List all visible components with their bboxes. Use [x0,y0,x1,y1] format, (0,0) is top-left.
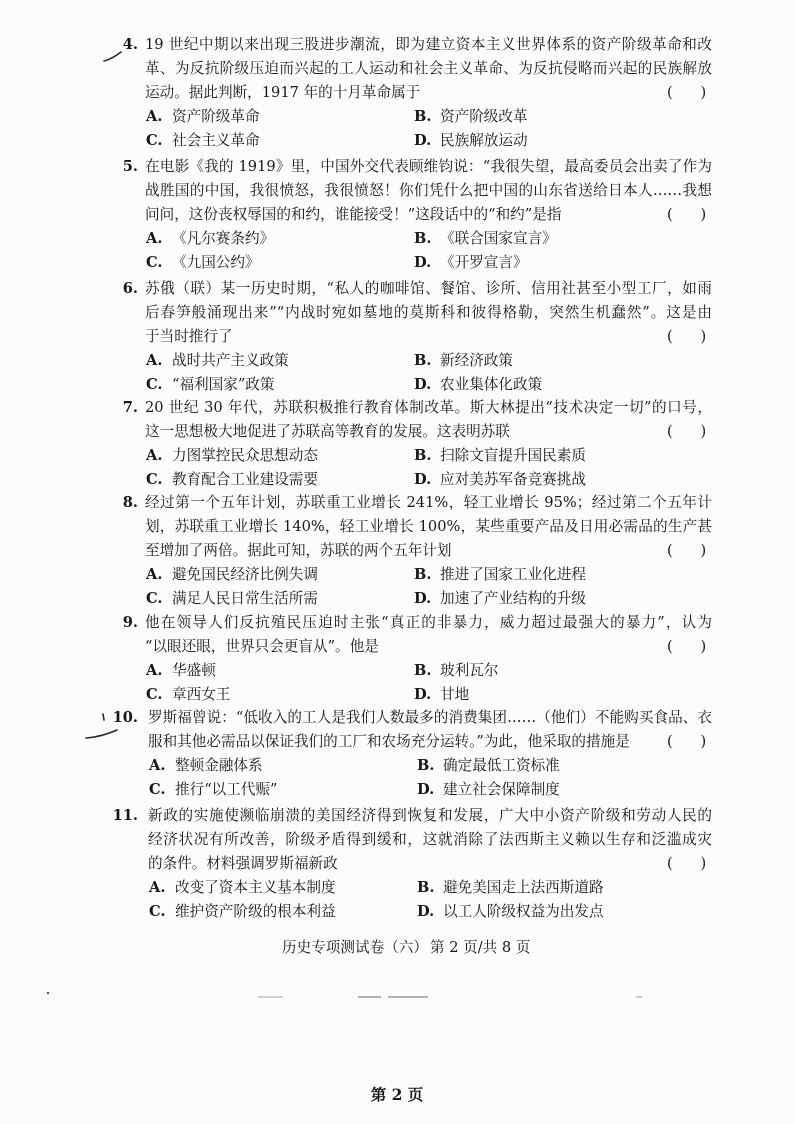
page-number-label: 第 2 页 [370,1085,424,1104]
answer-blank: ( ) [667,542,707,559]
option-c [149,900,336,924]
question-number: 5. [122,158,138,175]
question-number: 6. [122,280,138,297]
option-c [149,778,278,802]
footer-page-info: 第 2 页/共 8 页 [430,939,531,956]
question-7-line-1: 20 世纪 30 年代，苏联积极推行教育体制改革。斯大林提出“技术决定一切”的口号， [145,399,712,416]
question-number: 8. [122,494,138,511]
option-letter: B. [417,879,435,896]
option-letter: C. [146,686,163,703]
option-text: 避免美国走上法西斯道路 [443,879,604,896]
option-c [146,129,260,153]
options-row [145,444,712,468]
option-letter: A. [146,566,163,583]
answer-blank: ( ) [667,855,707,872]
footer-title: 历史专项测试卷（六） [282,939,428,956]
option-letter: D. [414,376,432,393]
option-letter: B. [414,662,432,679]
option-text: 改变了资本主义基本制度 [175,879,336,896]
question-9-line-2 [145,635,712,659]
option-c [146,373,275,397]
option-text: 农业集体化政策 [440,376,543,393]
option-c [146,683,230,707]
option-text: 《联合国家宣言》 [440,230,557,247]
question-4-line-1: 19 世纪中期以来出现三股进步潮流，即为建立资本主义世界体系的资产阶级革命和改 [145,36,712,53]
option-text: 新经济政策 [440,352,513,369]
question-4 [0,33,794,153]
option-text: 推进了国家工业化进程 [440,566,586,583]
option-letter: D. [417,781,435,798]
question-11-line-1: 新政的实施使濒临崩溃的美国经济得到恢复和发展，广大中小资产阶级和劳动人民的 [148,807,712,824]
option-text: 战时共产主义政策 [172,352,289,369]
option-a [146,105,260,129]
option-letter: D. [414,471,432,488]
option-letter: C. [146,132,163,149]
option-a [146,227,274,251]
option-text: 满足人民日常生活所需 [172,590,318,607]
option-c [146,251,260,275]
option-b [414,227,557,251]
option-text: 建立社会保障制度 [443,781,560,798]
option-b [414,349,513,373]
option-d [414,251,528,275]
option-text: 华盛顿 [172,662,216,679]
options-row [148,900,712,924]
option-letter: C. [146,254,163,271]
option-d [414,373,542,397]
option-text: 整顿金融体系 [175,757,263,774]
option-text: 《开罗宣言》 [440,254,528,271]
question-number: 4. [122,36,138,53]
option-text: 玻利瓦尔 [440,662,499,679]
options-row [145,683,712,707]
option-text: 资产阶级改革 [440,108,528,125]
options-row [148,876,712,900]
option-b [414,659,498,683]
option-letter: D. [417,903,435,920]
option-text: 力图掌控民众思想动态 [172,447,318,464]
options-row [145,251,712,275]
option-text: 章西女王 [172,686,231,703]
option-letter: B. [414,447,432,464]
option-text: 维护资产阶级的根本利益 [175,903,336,920]
option-letter: D. [414,254,432,271]
question-6-line-3 [145,325,712,349]
question-5-line-1: 在电影《我的 1919》里，中国外交代表顾维钧说：“我很失望，最高委员会出卖了作为 [145,158,712,175]
question-10-line-2-text: 服和其他必需品以保证我们的工厂和农场充分运转。”为此，他采取的措施是 [148,733,630,750]
option-b [417,876,604,900]
question-5-line-3-text: 问问，这份丧权辱国的和约，谁能接受！”这段话中的“和约”是指 [145,206,562,223]
option-d [417,900,604,924]
question-4-line-3-text: 运动。据此判断，1917 年的十月革命属于 [145,84,421,101]
option-text: 教育配合工业建设需要 [172,471,318,488]
option-letter: B. [414,230,432,247]
option-b [414,563,586,587]
option-text: 推行“以工代赈” [175,781,278,798]
option-d [414,587,586,611]
option-b [414,105,528,129]
question-11-line-3-text: 的条件。材料强调罗斯福新政 [148,855,338,872]
question-10-line-2 [148,730,712,754]
option-letter: A. [146,447,163,464]
option-text: “福利国家”政策 [172,376,275,393]
options-row [145,587,712,611]
option-letter: C. [149,903,166,920]
question-7-line-2-text: 这一思想极大地促进了苏联高等教育的发展。这表明苏联 [145,423,510,440]
options-row [145,129,712,153]
option-d [414,468,586,492]
question-5-line-3 [145,203,712,227]
question-10-line-1: 罗斯福曾说：“低收入的工人是我们人数最多的消费集团……（他们）不能购买食品、衣 [148,709,712,726]
answer-blank: ( ) [667,84,707,101]
option-letter: B. [414,108,432,125]
option-letter: A. [146,352,163,369]
question-8-line-3 [145,539,712,563]
question-10 [0,706,794,802]
answer-blank: ( ) [667,423,707,440]
question-6-line-3-text: 于当时推行了 [145,328,233,345]
option-letter: C. [146,471,163,488]
option-a [146,349,289,373]
option-d [417,778,560,802]
question-4-line-3 [145,81,712,105]
options-row [145,563,712,587]
option-c [146,468,318,492]
option-text: 加速了产业结构的升级 [440,590,586,607]
question-11-line-2: 经济状况有所改善，阶级矛盾得到缓和，这就消除了法西斯主义赖以生存和泛滥成灾 [148,831,712,848]
answer-blank: ( ) [667,733,707,750]
question-7 [0,396,794,492]
option-letter: A. [149,879,166,896]
scan-dust-dot [47,992,49,994]
option-text: 以工人阶级权益为出发点 [443,903,604,920]
question-6 [0,277,794,397]
option-letter: B. [414,352,432,369]
option-a [149,754,263,778]
options-row [145,227,712,251]
answer-blank: ( ) [667,328,707,345]
question-number: 7. [122,399,138,416]
page-footer [0,936,794,960]
option-b [417,754,560,778]
option-a [146,659,216,683]
option-text: 资产阶级革命 [172,108,260,125]
question-number: 11. [112,807,138,824]
answer-blank: ( ) [667,206,707,223]
option-d [414,683,469,707]
option-letter: B. [417,757,435,774]
option-text: 《凡尔赛条约》 [172,230,275,247]
question-number: 10. [112,709,138,726]
option-letter: B. [414,566,432,583]
question-5-line-2: 战胜国的中国，我很愤怒，我很愤怒！你们凭什么把中国的山东省送给日本人……我想 [145,182,712,199]
option-letter: A. [146,230,163,247]
option-a [146,444,318,468]
question-8-line-3-text: 至增加了两倍。据此可知，苏联的两个五年计划 [145,542,452,559]
options-row [148,754,712,778]
question-6-line-1: 苏俄（联）某一历史时期，“私人的咖啡馆、餐馆、诊所、信用社甚至小型工厂，如雨 [145,280,712,297]
option-a [146,563,318,587]
options-row [145,468,712,492]
options-row [145,105,712,129]
option-letter: D. [414,590,432,607]
question-7-line-2 [145,420,712,444]
option-letter: C. [146,590,163,607]
question-11-line-3 [148,852,712,876]
option-d [414,129,528,153]
option-letter: A. [146,108,163,125]
options-row [148,778,712,802]
option-b [414,444,586,468]
question-8 [0,491,794,611]
question-number: 9. [122,614,138,631]
question-5 [0,155,794,275]
option-text: 避免国民经济比例失调 [172,566,318,583]
option-text: 确定最低工资标准 [443,757,560,774]
option-letter: D. [414,686,432,703]
question-8-line-1: 经过第一个五年计划，苏联重工业增长 241%，轻工业增长 95%；经过第二个五年计 [145,494,712,511]
options-row [145,373,712,397]
option-a [149,876,336,900]
option-letter: A. [146,662,163,679]
option-text: 社会主义革命 [172,132,260,149]
option-text: 《九国公约》 [172,254,260,271]
options-row [145,659,712,683]
option-text: 民族解放运动 [440,132,528,149]
option-c [146,587,318,611]
option-text: 扫除文盲提升国民素质 [440,447,586,464]
question-9-line-2-text: “以眼还眼，世界只会更盲从”。他是 [145,638,379,655]
option-text: 应对美苏军备竞赛挑战 [440,471,586,488]
option-letter: C. [146,376,163,393]
question-9 [0,611,794,707]
question-11 [0,804,794,924]
option-letter: D. [414,132,432,149]
question-8-line-2: 划，苏联重工业增长 140%，轻工业增长 100%，某些重要产品及日用必需品的生产甚 [145,518,712,535]
option-text: 甘地 [440,686,470,703]
option-letter: A. [149,757,166,774]
option-letter: C. [149,781,166,798]
question-4-line-2: 革、为反抗阶级压迫而兴起的工人运动和社会主义革命、为反抗侵略而兴起的民族解放 [145,60,712,77]
question-6-line-2: 后春笋般涌现出来”“内战时宛如墓地的莫斯科和彼得格勒，突然生机蠢然”。这是由 [145,304,712,321]
answer-blank: ( ) [667,638,707,655]
question-9-line-1: 他在领导人们反抗殖民压迫时主张“真正的非暴力，威力超过最强大的暴力”，认为 [145,614,712,631]
options-row [145,349,712,373]
